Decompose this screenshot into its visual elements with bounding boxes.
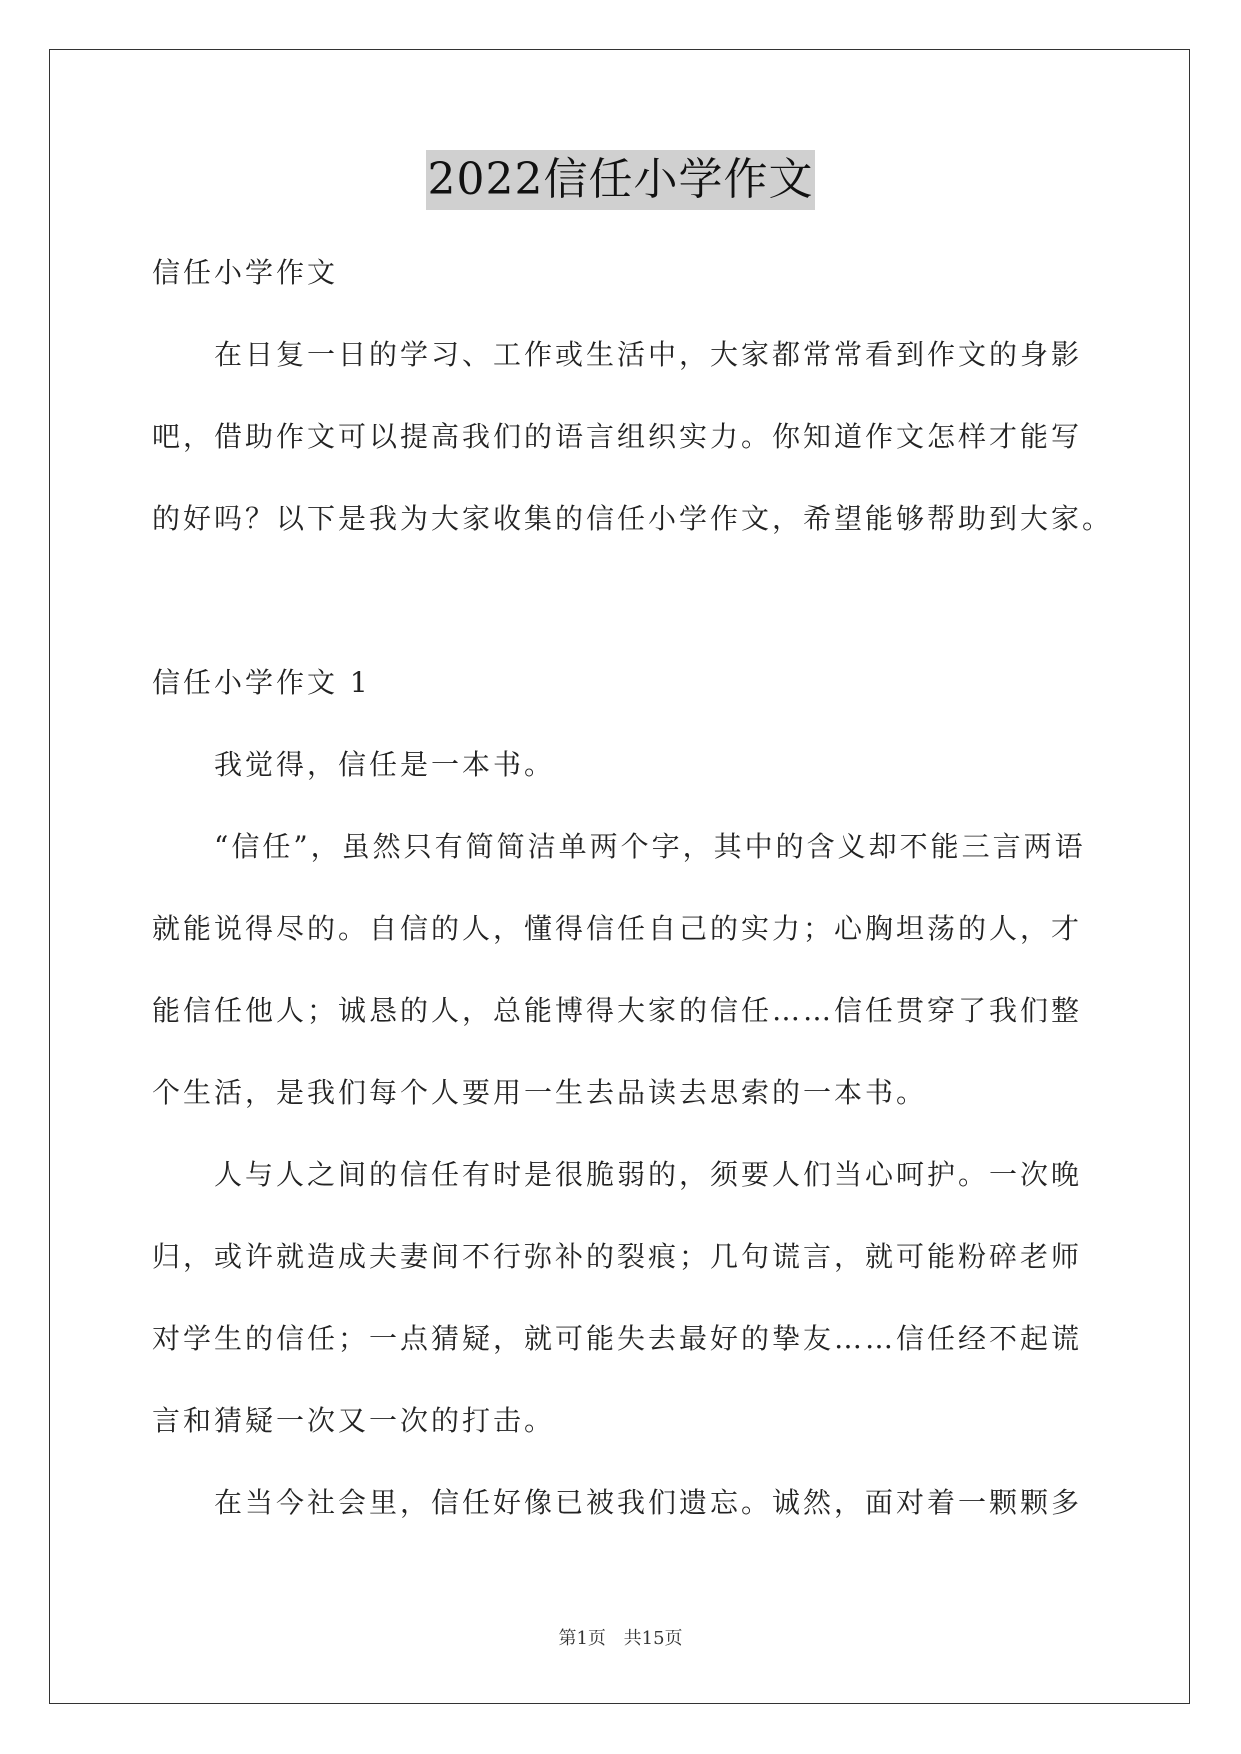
page-total: 共15页 [623, 1628, 683, 1649]
title-container [0, 150, 1241, 210]
page-footer [0, 1624, 1241, 1650]
paragraph-2-line-3: 能信任他人；诚恳的人，总能博得大家的信任……信任贯穿了我们整 [152, 994, 1083, 1027]
intro-line-2: 吧，借助作文可以提高我们的语言组织实力。你知道作文怎样才能写 [152, 420, 1083, 453]
paragraph-4-line-1: 在当今社会里，信任好像已被我们遗忘。诚然，面对着一颗颗多 [214, 1486, 1083, 1519]
document-title: 2022信任小学作文 [426, 150, 816, 210]
document-body [152, 232, 1114, 1544]
paragraph-2-line-4: 个生活，是我们每个人要用一生去品读去思索的一本书。 [152, 1076, 928, 1109]
intro-line-1: 在日复一日的学习、工作或生活中，大家都常常看到作文的身影 [214, 338, 1083, 371]
subtitle: 信任小学作文 [152, 256, 339, 289]
page-number: 第1页 [558, 1628, 606, 1649]
paragraph-2-line-1: “信任”，虽然只有简简洁单两个字，其中的含义却不能三言两语 [214, 830, 1086, 863]
paragraph-3-line-4: 言和猜疑一次又一次的打击。 [152, 1404, 556, 1437]
paragraph-3-line-3: 对学生的信任；一点猜疑，就可能失去最好的挚友……信任经不起谎 [152, 1322, 1083, 1355]
paragraph-1: 我觉得，信任是一本书。 [214, 748, 556, 781]
intro-line-3: 的好吗？以下是我为大家收集的信任小学作文，希望能够帮助到大家。 [152, 502, 1114, 535]
paragraph-3-line-1: 人与人之间的信任有时是很脆弱的，须要人们当心呵护。一次晚 [214, 1158, 1083, 1191]
section-heading: 信任小学作文 1 [152, 666, 371, 699]
paragraph-gap [152, 560, 1092, 642]
paragraph-2-line-2: 就能说得尽的。自信的人，懂得信任自己的实力；心胸坦荡的人，才 [152, 912, 1083, 945]
paragraph-3-line-2: 归，或许就造成夫妻间不行弥补的裂痕；几句谎言，就可能粉碎老师 [152, 1240, 1083, 1273]
